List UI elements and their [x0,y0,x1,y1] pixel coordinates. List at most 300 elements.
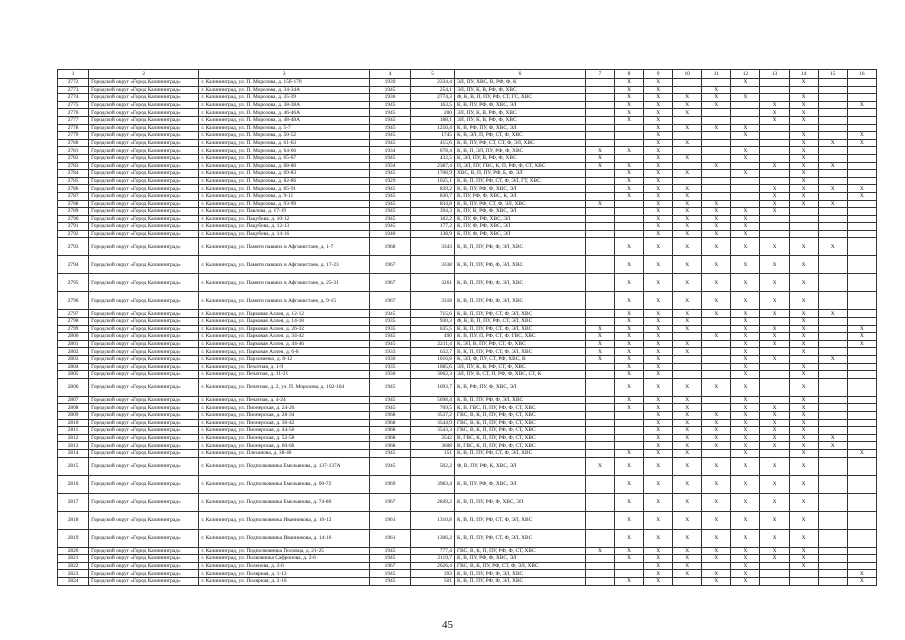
column-number-row [58,70,877,79]
mark-cell: X [789,256,818,274]
address-cell: г. Калининград, ул. Полярная, д. 2-16 [199,577,369,585]
area-cell: 415,6 [411,139,455,147]
works-cell: К, В, П, ПУ, РФ, СТ, Ф, ЭЛ, ХВС [454,325,585,333]
table-row [58,215,877,223]
mark-cell: X [847,101,876,109]
year-cell: 1935 [369,318,411,326]
mark-cell [818,457,847,475]
mark-cell: X [673,185,702,193]
mark-cell [818,177,847,185]
works-cell: К, В, П, ПУ, РФ, Ф, ЭЛ, ХВС [454,570,585,578]
mark-cell [818,124,847,132]
works-cell: К, В, П, ПУ, РФ, Ф, ЭЛ, ХВС [454,256,585,274]
mark-cell: X [644,274,673,292]
mark-cell: X [615,116,644,124]
area-cell: 3343 [411,238,455,256]
mark-cell: X [615,363,644,371]
row-number: 2821 [58,555,89,563]
mark-cell [818,325,847,333]
column-number: 16 [847,70,876,79]
mark-cell: X [789,493,818,511]
mark-cell: X [731,274,760,292]
mark-cell: X [731,256,760,274]
row-number: 2812 [58,434,89,442]
mark-cell: X [615,318,644,326]
mark-cell [731,192,760,200]
address-cell: г. Калининград, ул. Пионерская, д. 28-34 [199,412,369,420]
mark-cell: X [789,442,818,450]
mark-cell [702,147,731,155]
mark-cell [673,132,702,140]
mark-cell [702,170,731,178]
table-row [58,223,877,231]
area-cell: 830,7 [411,192,455,200]
mark-cell: X [702,475,731,493]
mark-cell: X [615,493,644,511]
mark-cell: X [760,333,789,341]
municipality-cell: Городской округ «Город Калининград» [89,162,199,170]
row-number: 2794 [58,256,89,274]
mark-cell [615,562,644,570]
mark-cell: X [731,238,760,256]
column-number: 2 [89,70,199,79]
table-row [58,449,877,457]
mark-cell: X [702,333,731,341]
column-number: 9 [644,70,673,79]
mark-cell [818,230,847,238]
mark-cell [847,208,876,216]
mark-cell: X [585,356,614,364]
municipality-cell: Городской округ «Город Калининград» [89,310,199,318]
mark-cell: X [702,124,731,132]
row-number: 2820 [58,547,89,555]
mark-cell [818,449,847,457]
mark-cell: X [789,555,818,563]
table-row [58,511,877,529]
row-number: 2782 [58,154,89,162]
municipality-cell: Городской округ «Город Калининград» [89,230,199,238]
mark-cell [818,192,847,200]
row-number: 2797 [58,310,89,318]
year-cell: 1945 [369,154,411,162]
year-cell: 1945 [369,333,411,341]
table-row [58,475,877,493]
mark-cell [760,170,789,178]
works-cell: К, В, ПУ, РФ, СТ, СТ, Ф, ЭЛ, ХВС [454,139,585,147]
year-cell: 1934 [369,162,411,170]
row-number: 2802 [58,348,89,356]
mark-cell: X [644,116,673,124]
mark-cell: X [644,139,673,147]
works-cell: К, В, П, ПУ, РФ, Ф, ЭЛ, ХВС [454,577,585,585]
mark-cell [731,177,760,185]
mark-cell: X [615,192,644,200]
mark-cell: X [760,511,789,529]
mark-cell [585,529,614,547]
mark-cell [847,356,876,364]
mark-cell: X [702,442,731,450]
mark-cell [585,94,614,102]
table-row [58,274,877,292]
mark-cell: X [731,230,760,238]
municipality-cell: Городской округ «Город Калининград» [89,434,199,442]
area-cell: 3318 [411,292,455,310]
table-row [58,147,877,155]
mark-cell: X [731,333,760,341]
address-cell: г. Калининград, ул. Пацубова, д. 14-16 [199,230,369,238]
works-cell: К, В, ГВС, П, ПУ, РФ, Ф, СТ, ХВС [454,404,585,412]
mark-cell [702,79,731,87]
mark-cell: X [760,325,789,333]
row-number: 2804 [58,363,89,371]
row-number: 2807 [58,396,89,404]
column-number: 4 [369,70,411,79]
row-number: 2796 [58,292,89,310]
municipality-cell: Городской округ «Город Калининград» [89,109,199,117]
row-number: 2778 [58,124,89,132]
year-cell: 1945 [369,555,411,563]
mark-cell: X [615,109,644,117]
area-cell: 1745 [411,132,455,140]
address-cell: г. Калининград, ул. П. Морозова, д. 85-91 [199,185,369,193]
area-cell: 3062,3 [411,371,455,379]
mark-cell: X [673,124,702,132]
mark-cell: X [644,192,673,200]
table-row [58,427,877,435]
mark-cell: X [644,371,673,379]
mark-cell [847,200,876,208]
mark-cell [702,192,731,200]
mark-cell: X [789,274,818,292]
mark-cell: X [731,427,760,435]
mark-cell: X [615,94,644,102]
mark-cell: X [644,162,673,170]
mark-cell [731,185,760,193]
mark-cell [615,412,644,420]
area-cell: 839,2 [411,185,455,193]
municipality-cell: Городской округ «Город Калининград» [89,256,199,274]
mark-cell: X [615,396,644,404]
address-cell: г. Калининград, ул. П. Морозова, д. 46-46А [199,109,369,117]
mark-cell: X [644,378,673,396]
mark-cell [847,562,876,570]
mark-cell [585,577,614,585]
mark-cell: X [731,154,760,162]
mark-cell: X [644,79,673,87]
housing-register-table [57,69,877,586]
area-cell: 2211,4 [411,340,455,348]
mark-cell [847,310,876,318]
mark-cell: X [760,208,789,216]
mark-cell: X [673,493,702,511]
address-cell: г. Калининград, ул. П. Морозова, д. 15б-170 [199,79,369,87]
area-cell: 3338 [411,256,455,274]
municipality-cell: Городской округ «Город Калининград» [89,404,199,412]
mark-cell [615,200,644,208]
mark-cell [615,230,644,238]
area-cell: 1306,2 [411,529,455,547]
mark-cell [847,396,876,404]
mark-cell: X [644,101,673,109]
mark-cell [702,318,731,326]
year-cell: 1933 [369,348,411,356]
mark-cell: X [644,333,673,341]
mark-cell: X [847,185,876,193]
mark-cell: X [760,404,789,412]
mark-cell [760,86,789,94]
municipality-cell: Городской округ «Город Калининград» [89,412,199,420]
mark-cell: X [789,412,818,420]
mark-cell [847,547,876,555]
table-row [58,442,877,450]
mark-cell: X [760,109,789,117]
year-cell: 1968 [369,434,411,442]
mark-cell: X [731,170,760,178]
mark-cell: X [847,577,876,585]
table-row [58,555,877,563]
mark-cell: X [847,132,876,140]
address-cell: г. Калининград, ул. Парковая Аллея, д. 26-32 [199,325,369,333]
mark-cell: X [789,185,818,193]
mark-cell [847,434,876,442]
mark-cell: X [644,511,673,529]
mark-cell: X [702,570,731,578]
row-number: 2822 [58,562,89,570]
mark-cell: X [760,427,789,435]
row-number: 2789 [58,208,89,216]
mark-cell [847,238,876,256]
works-cell: К, В, П, ПУ, РФ, Ф, ЭЛ, ХВС [454,274,585,292]
row-number: 2809 [58,412,89,420]
mark-cell: X [789,79,818,87]
year-cell: 1945 [369,547,411,555]
row-number: 2772 [58,79,89,87]
municipality-cell: Городской округ «Город Калининград» [89,177,199,185]
mark-cell: X [702,162,731,170]
mark-cell [585,449,614,457]
mark-cell: X [731,356,760,364]
table-row [58,570,877,578]
mark-cell [760,570,789,578]
municipality-cell: Городской округ «Город Калининград» [89,547,199,555]
mark-cell [818,101,847,109]
mark-cell: X [818,434,847,442]
mark-cell [585,238,614,256]
row-number: 2773 [58,86,89,94]
mark-cell: X [731,215,760,223]
mark-cell: X [644,363,673,371]
mark-cell: X [789,192,818,200]
row-number: 2793 [58,238,89,256]
table-body [58,70,877,586]
mark-cell: X [702,230,731,238]
mark-cell [585,475,614,493]
address-cell: г. Калининград, ул. Печатная, д. 11-21 [199,371,369,379]
address-cell: г. Калининград, ул. П. Морозова, д. 38-38А [199,101,369,109]
mark-cell [673,333,702,341]
mark-cell: X [644,570,673,578]
mark-cell [818,79,847,87]
table-row [58,162,877,170]
mark-cell [585,170,614,178]
area-cell: 834,8 [411,200,455,208]
year-cell: 1945 [369,378,411,396]
mark-cell [818,116,847,124]
mark-cell [585,177,614,185]
mark-cell [585,230,614,238]
mark-cell [818,170,847,178]
mark-cell [585,223,614,231]
mark-cell [615,419,644,427]
column-number: 14 [789,70,818,79]
area-cell: 2387,4 [411,162,455,170]
mark-cell: X [789,340,818,348]
row-number: 2776 [58,109,89,117]
mark-cell: X [731,378,760,396]
mark-cell [585,427,614,435]
row-number: 2779 [58,132,89,140]
works-cell: В, ГВС, К, П, ПУ, РФ, Ф, СТ, ХВС [454,434,585,442]
address-cell: г. Калининград, ул. Парковая Аллея, д. 34-42 [199,333,369,341]
mark-cell: X [673,238,702,256]
mark-cell: X [673,457,702,475]
area-cell: 3543,3 [411,427,455,435]
mark-cell [702,348,731,356]
mark-cell: X [789,101,818,109]
address-cell: г. Калининград, ул. Печатная, д. 2, ул. П. Морозова, д. 102-104 [199,378,369,396]
year-cell: 1945 [369,404,411,412]
mark-cell: X [789,318,818,326]
mark-cell: X [673,562,702,570]
works-cell: К, В, ПУ, РФ, Ф, ХВС, ЭЛ [454,185,585,193]
works-cell: К, В, РФ, ПУ, Ф, ХВС, ЭЛ [454,378,585,396]
mark-cell [847,419,876,427]
mark-cell: X [731,132,760,140]
mark-cell: X [702,547,731,555]
table-row [58,177,877,185]
works-cell: ЭЛ, ПУ, ХВС, В, РФ, Ф, К [454,79,585,87]
mark-cell: X [702,292,731,310]
mark-cell [585,139,614,147]
municipality-cell: Городской округ «Город Калининград» [89,94,199,102]
works-cell: В, К, П, ПУ, РФ, СТ, Ф, ЭЛ, ХВС [454,348,585,356]
mark-cell: X [615,378,644,396]
mark-cell: X [731,577,760,585]
table-row [58,562,877,570]
works-cell: Ф, В, ПУ, РФ, К, ХВС, ЭЛ [454,457,585,475]
mark-cell: X [789,371,818,379]
area-cell: 678,4 [411,147,455,155]
mark-cell: X [644,124,673,132]
mark-cell: X [760,200,789,208]
area-cell: 188,1 [411,116,455,124]
mark-cell: X [731,363,760,371]
mark-cell: X [789,147,818,155]
mark-cell: X [818,139,847,147]
municipality-cell: Городской округ «Город Калининград» [89,139,199,147]
mark-cell: X [731,79,760,87]
mark-cell [847,223,876,231]
column-number: 7 [585,70,614,79]
address-cell: г. Калининград, ул. Парковая Аллея, д. 14-18 [199,318,369,326]
row-number: 2803 [58,356,89,364]
address-cell: г. Калининград, ул. Подполковника Половца, д. 21-25 [199,547,369,555]
year-cell: 1967 [369,292,411,310]
mark-cell [615,223,644,231]
mark-cell [673,86,702,94]
row-number: 2806 [58,378,89,396]
area-cell: 930,3 [411,318,455,326]
area-cell: 432,5 [411,154,455,162]
mark-cell: X [644,147,673,155]
mark-cell: X [702,555,731,563]
mark-cell [818,378,847,396]
municipality-cell: Городской округ «Город Калининград» [89,192,199,200]
mark-cell: X [585,348,614,356]
mark-cell: X [760,529,789,547]
year-cell: 1945 [369,192,411,200]
mark-cell [585,419,614,427]
mark-cell [585,318,614,326]
year-cell: 1945 [369,570,411,578]
mark-cell: X [702,274,731,292]
year-cell: 1945 [369,101,411,109]
mark-cell: X [760,274,789,292]
year-cell: 1968 [369,412,411,420]
year-cell: 1945 [369,124,411,132]
mark-cell [818,577,847,585]
mark-cell [818,547,847,555]
address-cell: г. Калининград, ул. Полковника Сафронова, д. 2-6 [199,555,369,563]
mark-cell [702,396,731,404]
mark-cell: X [760,256,789,274]
mark-cell: X [673,340,702,348]
row-number: 2791 [58,223,89,231]
mark-cell [847,162,876,170]
mark-cell [731,86,760,94]
area-cell: 163,5 [411,101,455,109]
mark-cell [731,109,760,117]
mark-cell: X [702,511,731,529]
mark-cell: X [644,325,673,333]
mark-cell [615,215,644,223]
address-cell: г. Калининград, ул. Пионерская, д. 24-26 [199,404,369,412]
mark-cell: X [731,449,760,457]
table-row [58,396,877,404]
mark-cell: X [585,325,614,333]
mark-cell [789,577,818,585]
mark-cell: X [789,547,818,555]
mark-cell: X [760,101,789,109]
mark-cell [702,371,731,379]
mark-cell: X [702,434,731,442]
mark-cell: X [789,457,818,475]
address-cell: г. Калининград, ул. Полярная, д. 1-13 [199,570,369,578]
area-cell: 3983,4 [411,475,455,493]
mark-cell: X [789,139,818,147]
table-row [58,356,877,364]
area-cell: 5698,4 [411,396,455,404]
works-cell: К, В, П, ЭЛ, ПУ, РФ, Ф, ХВС [454,147,585,155]
mark-cell: X [615,147,644,155]
mark-cell: X [818,310,847,318]
mark-cell: X [585,154,614,162]
year-cell: 1968 [369,442,411,450]
table-row [58,79,877,87]
mark-cell [847,154,876,162]
address-cell: г. Калининград, ул. Парковая Аллея, д. 44-46 [199,340,369,348]
area-cell: 3261 [411,274,455,292]
